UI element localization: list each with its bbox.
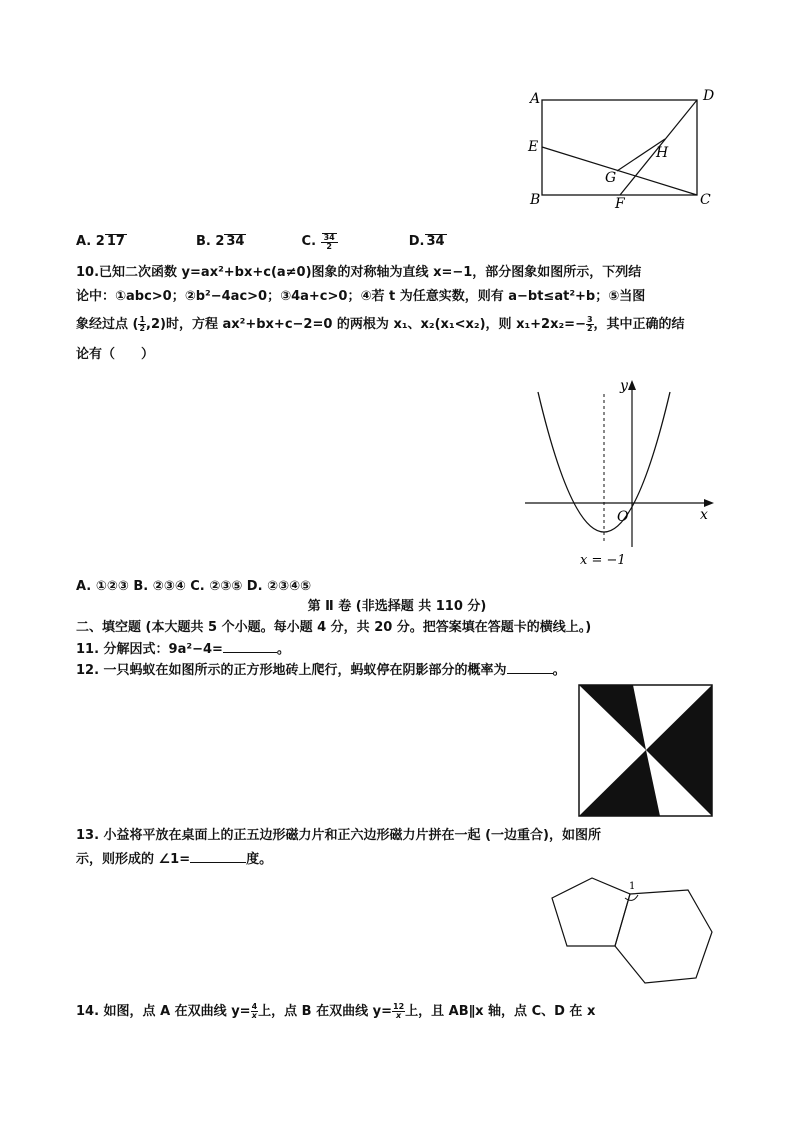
label-e: E bbox=[528, 139, 539, 155]
q13-answer-blank[interactable] bbox=[190, 848, 246, 863]
q9-options bbox=[76, 232, 447, 252]
label-h: H bbox=[656, 145, 669, 161]
q9-option-d: D. 34 bbox=[408, 234, 445, 249]
q10-options: A. ①②③ B. ②③④ C. ②③⑤ D. ②③④⑤ bbox=[76, 579, 312, 594]
q10-line-1: 10.已知二次函数 y=ax²+bx+c(a≠0)图象的对称轴为直线 x=−1，部分图象如图所示，下列结 bbox=[76, 265, 642, 280]
q11-answer-blank[interactable] bbox=[223, 638, 277, 653]
parabola-figure bbox=[520, 372, 725, 570]
angle-1-label: 1 bbox=[629, 881, 636, 892]
label-f: F bbox=[615, 196, 625, 212]
q11: 11. 分解因式：9a²−4= 。 bbox=[76, 638, 290, 660]
angle-1-arc bbox=[625, 895, 638, 900]
q14: 14. 如图，点 A 在双曲线 y= $\frac{4}{x}$ 上，点 B 在双曲线 y= $\frac{12}{x}$ 上，且 AB∥x 轴，点 C、D 在 x bbox=[76, 1002, 596, 1020]
label-d: D bbox=[703, 88, 715, 104]
label-a: A bbox=[530, 91, 541, 107]
segment-ec bbox=[542, 147, 697, 195]
q9-option-a: A. 2 17 bbox=[76, 234, 125, 249]
label-y: y bbox=[620, 378, 628, 394]
square-tile-figure bbox=[578, 684, 714, 820]
q12-answer-blank[interactable] bbox=[507, 659, 553, 674]
q12: 12. 一只蚂蚁在如图所示的正方形地砖上爬行，蚂蚁停在阴影部分的概率为 。 bbox=[76, 659, 566, 681]
q9-option-c: C. $\frac{34}{2}$ bbox=[302, 234, 338, 249]
label-x: x bbox=[700, 507, 708, 523]
rectangle-figure bbox=[520, 85, 725, 215]
pentagon-hexagon-figure bbox=[545, 876, 720, 988]
label-g: G bbox=[605, 170, 617, 186]
q10-line-3: 象经过点 ( $\frac{1}{2}$ ,2)时，方程 ax²+bx+c−2=0 的两根为 x₁、x₂(x₁<x₂)，则 x₁+2x₂=− $\frac{3}{2}$ ，其中正确的结 bbox=[76, 315, 685, 333]
q10-line-4: 论有（ ） bbox=[76, 347, 155, 362]
part2-title: 第 Ⅱ 卷 (非选择题 共 110 分) bbox=[307, 599, 487, 614]
label-symmetry-axis: x = −1 bbox=[580, 553, 626, 568]
section2-heading: 二、填空题 (本大题共 5 个小题。每小题 4 分，共 20 分。把答案填在答题卡的横线上。) bbox=[76, 620, 592, 635]
x-axis-arrow bbox=[704, 499, 714, 507]
q10-line-2: 论中：①abc>0；②b²−4ac>0；③4a+c>0；④若 t 为任意实数，则有 a−bt≤at²+b；⑤当图 bbox=[76, 289, 646, 304]
q13-line-1: 13. 小益将平放在桌面上的正五边形磁力片和正六边形磁力片拼在一起 (一边重合)，如图所 bbox=[76, 828, 601, 843]
hexagon bbox=[615, 890, 712, 983]
label-c: C bbox=[700, 192, 711, 208]
label-origin: O bbox=[617, 509, 629, 525]
q13-line-2: 示，则形成的 ∠1= 度。 bbox=[76, 848, 272, 870]
label-b: B bbox=[530, 192, 541, 208]
rectangle-abcd bbox=[542, 100, 697, 195]
y-axis-arrow bbox=[628, 380, 636, 390]
q9-option-b: B. 2 34 bbox=[195, 234, 245, 249]
